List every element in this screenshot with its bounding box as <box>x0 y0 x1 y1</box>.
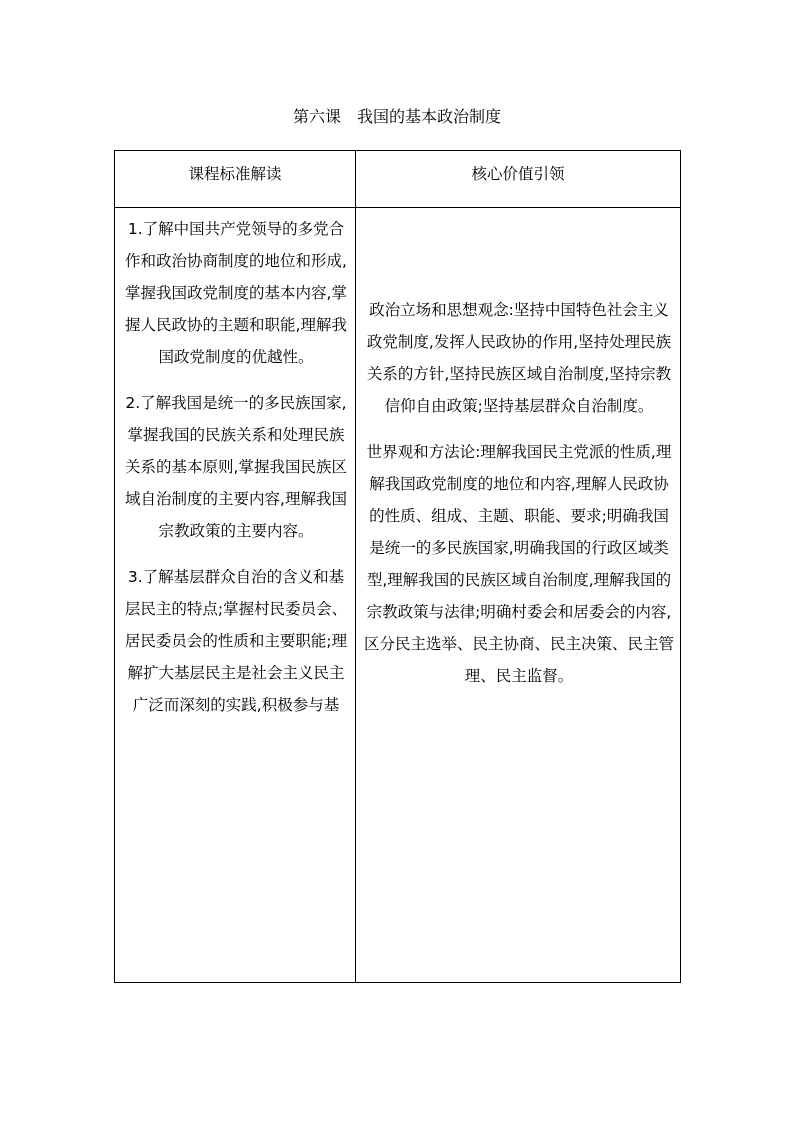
core-values-column <box>363 294 675 706</box>
core-value-political-stance: 政治立场和思想观念:坚持中国特色社会主义政党制度,发挥人民政协的作用,坚持处理民族关系的方针,坚持民族区域自治制度,坚持宗教信仰自由政策;坚持基层群众自治制度。 <box>366 301 672 415</box>
header-core-values: 核心价值引领 <box>471 165 565 183</box>
standards-table <box>114 150 681 983</box>
header-curriculum-standards: 课程标准解读 <box>188 165 282 183</box>
header-divider <box>115 207 680 208</box>
column-divider <box>355 151 356 982</box>
standard-item-3: 3.了解基层群众自治的含义和基层民主的特点;掌握村民委员会、居民委员会的性质和主要职能;理解扩大基层民主是社会主义民主广泛而深刻的实践,积极参与基 <box>124 568 348 714</box>
core-value-worldview-methodology: 世界观和方法论:理解我国民主党派的性质,理解我国政党制度的地位和内容,理解人民政协的性质、组成、主题、职能、要求;明确我国是统一的多民族国家,明确我国的行政区域类型,理解我国的民族区域自治制度,理解我国的宗教政策与法律;明确村委会和居委会的内容,区分民主选举、民主协商、民主决策、民主管理、民主监督。 <box>363 443 674 685</box>
page-title: 第六课 我国的基本政治制度 <box>292 107 501 126</box>
standard-item-1: 1.了解中国共产党领导的多党合作和政治协商制度的地位和形成,掌握我国政党制度的基本内容,掌握人民政协的主题和职能,理解我国政党制度的优越性。 <box>125 220 347 366</box>
standard-item-2: 2.了解我国是统一的多民族国家,掌握我国的民族关系和处理民族关系的基本原则,掌握我国民族区域自治制度的主要内容,理解我国宗教政策的主要内容。 <box>125 394 347 540</box>
curriculum-standards-column <box>121 213 351 735</box>
